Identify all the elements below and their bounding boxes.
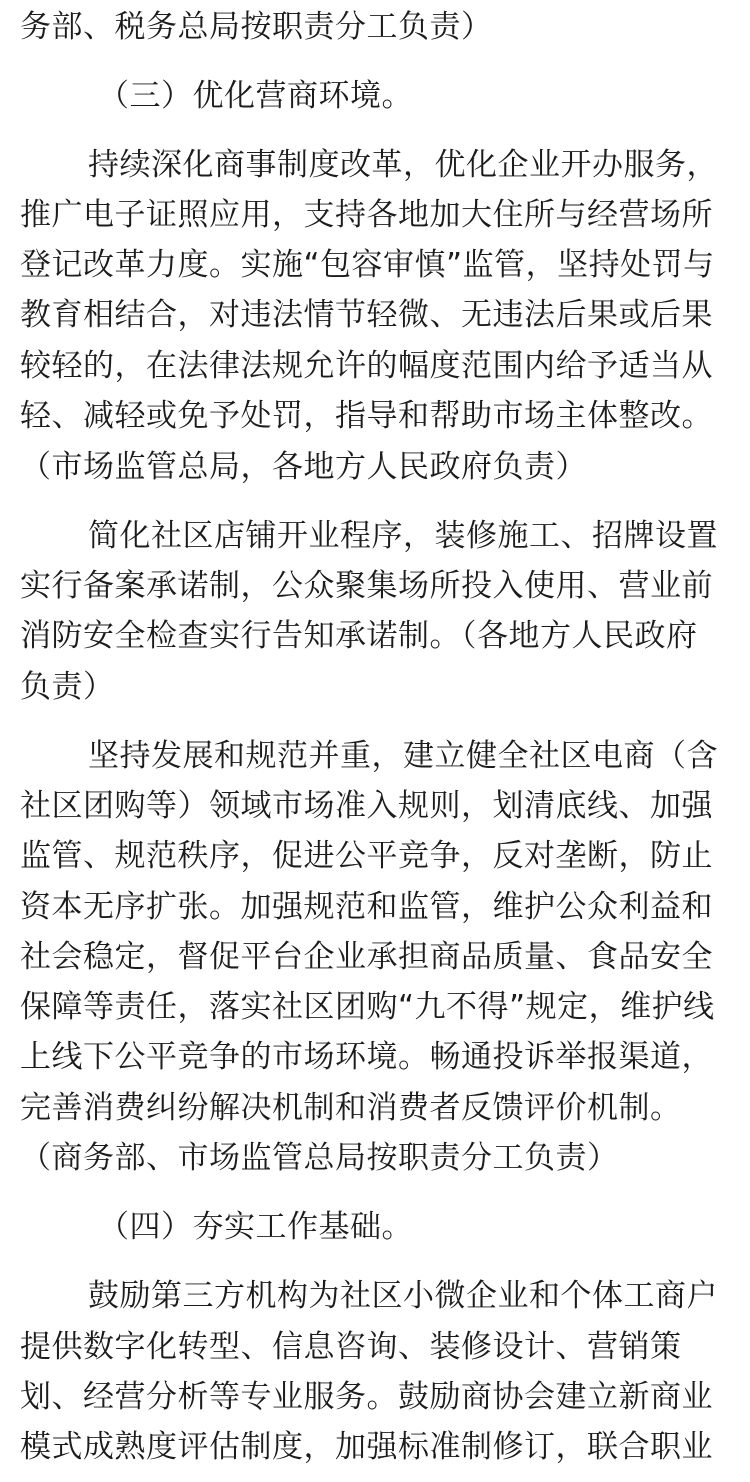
paragraph-line: 上线下公平竞争的市场环境。畅通投诉举报渠道，	[20, 1039, 713, 1075]
paragraph-line: （商务部、市场监管总局按职责分工负责）	[20, 1140, 619, 1176]
text-line: 务部、税务总局按职责分工负责）	[20, 9, 493, 45]
paragraph-line: 轻、减轻或免予处罚，指导和帮助市场主体整改。	[20, 398, 713, 434]
paragraph-line: 实行备案承诺制，公众聚集场所投入使用、营业前	[20, 568, 713, 604]
paragraph-line: （市场监管总局，各地方人民政府负责）	[20, 449, 587, 485]
paragraph-line: 保障等责任，落实社区团购“九不得”规定，维护线	[20, 989, 715, 1025]
section-heading: （三）优化营商环境。	[98, 78, 413, 114]
paragraph-line: 提供数字化转型、信息咨询、装修设计、营销策	[20, 1329, 682, 1365]
paragraph-line: 登记改革力度。实施“包容审慎”监管，坚持处罚与	[20, 247, 715, 283]
paragraph-line: 监管、规范秩序，促进公平竞争，反对垄断，防止	[20, 838, 713, 874]
paragraph-line: 教育相结合，对违法情节轻微、无违法后果或后果	[20, 297, 713, 333]
paragraph-line: 消防安全检查实行告知承诺制。（各地方人民政府	[20, 618, 698, 654]
paragraph-line: 资本无序扩张。加强规范和监管，维护公众利益和	[20, 889, 713, 925]
paragraph-line: 推广电子证照应用，支持各地加大住所与经营场所	[20, 197, 713, 233]
paragraph-line: 负责）	[20, 669, 115, 705]
paragraph-line: 完善消费纠纷解决机制和消费者反馈评价机制。	[20, 1090, 682, 1126]
paragraph-line: 划、经营分析等专业服务。鼓励商协会建立新商业	[20, 1379, 713, 1415]
paragraph-line: 社会稳定，督促平台企业承担商品质量、食品安全	[20, 939, 713, 975]
paragraph-line: 模式成熟度评估制度，加强标准制修订，联合职业	[20, 1429, 713, 1465]
paragraph-line: 持续深化商事制度改革，优化企业开办服务，	[88, 147, 718, 183]
paragraph-line: 鼓励第三方机构为社区小微企业和个体工商户	[88, 1278, 718, 1314]
paragraph-line: 社区团购等）领域市场准入规则，划清底线、加强	[20, 788, 713, 824]
paragraph-line: 较轻的，在法律法规允许的幅度范围内给予适当从	[20, 348, 713, 384]
paragraph-line: 坚持发展和规范并重，建立健全社区电商（含	[88, 738, 718, 774]
section-heading: （四）夯实工作基础。	[98, 1209, 413, 1245]
paragraph-line: 简化社区店铺开业程序，装修施工、招牌设置	[88, 518, 718, 554]
